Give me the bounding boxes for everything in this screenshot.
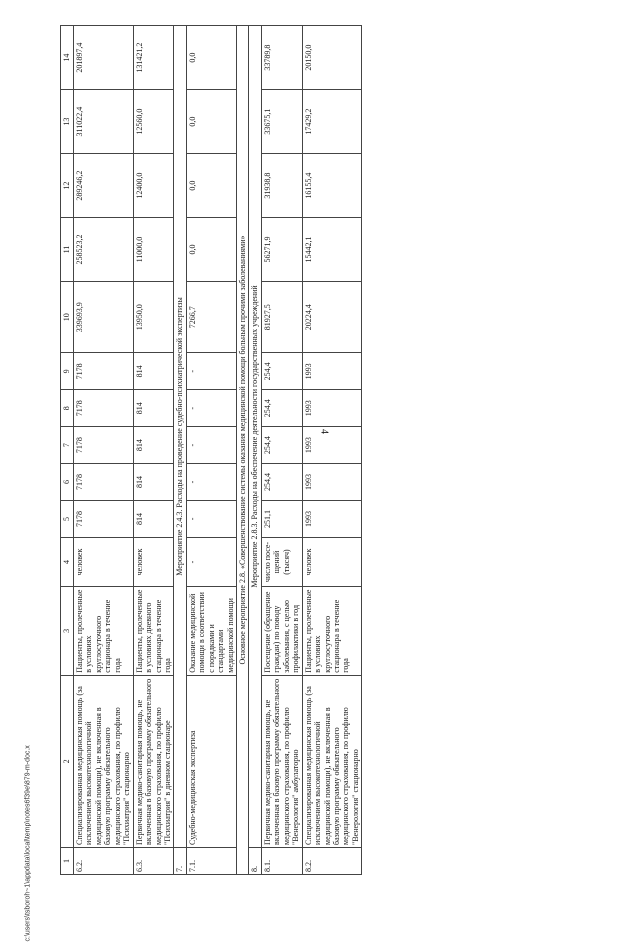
cell-col-12: 16155,4	[302, 154, 362, 218]
table-row	[74, 26, 134, 875]
column-header: 6	[61, 464, 74, 501]
row-indicator: Оказание медицинской помощи в соответствии с порядками и стандартами медицинской помощи	[186, 587, 236, 676]
section-number: 8.	[249, 847, 261, 874]
cell-col-5: 814	[133, 501, 174, 538]
row-number: 6.3.	[133, 847, 174, 874]
column-header: 7	[61, 427, 74, 464]
cell-col-12: 31938,8	[261, 154, 302, 218]
cell-col-14: 20150,0	[302, 26, 362, 90]
table-row	[261, 26, 302, 875]
cell-col-8: -	[186, 390, 236, 427]
footer-file-path: c:\users\tsboroh~1\appdata\local\temp\notes6f39e\879-m-doc.x	[24, 745, 32, 942]
row-number: 8.1.	[261, 847, 302, 874]
column-header: 10	[61, 282, 74, 353]
row-unit: человек	[74, 537, 134, 586]
section-title: Мероприятие 2.4.3. Расходы на проведение судебно-психиатрической экспертизы	[174, 26, 186, 848]
cell-col-8: 814	[133, 390, 174, 427]
cell-col-7: 1993	[302, 427, 362, 464]
rotated-table-container	[60, 25, 395, 875]
cell-col-11: 0,0	[186, 218, 236, 282]
cell-col-10: 7266,7	[186, 282, 236, 353]
cell-col-5: -	[186, 501, 236, 538]
cell-col-9: -	[186, 353, 236, 390]
cell-col-10: 81927,5	[261, 282, 302, 353]
cell-col-6: 7178	[74, 464, 134, 501]
table-banner-row	[237, 26, 249, 875]
column-header: 1	[61, 847, 74, 874]
cell-col-5: 251,1	[261, 501, 302, 538]
cell-col-14: 131421,2	[133, 26, 174, 90]
cell-col-9: 254,4	[261, 353, 302, 390]
cell-col-6: -	[186, 464, 236, 501]
table-row	[133, 26, 174, 875]
section-number: 7.	[174, 847, 186, 874]
table-row	[186, 26, 236, 875]
row-number: 7.1.	[186, 847, 236, 874]
banner-text: Основное мероприятие 2.8. «Совершенствование системы оказания медицинской помощи больным прочими заболеваниями»	[237, 26, 249, 875]
cell-col-13: 0,0	[186, 90, 236, 154]
row-name: Первичная медико-санитарная помощь, не включенная в базовую программу обязательного медицинского страхования, по профилю "Венерология" амбулаторно	[261, 675, 302, 847]
row-number: 8.2.	[302, 847, 362, 874]
cell-col-13: 12560,0	[133, 90, 174, 154]
row-name: Первичная медико-санитарная помощь, не включенная в базовую программу обязательного медицинского страхования, по профилю "Психиатрия" в дневном стационаре	[133, 675, 174, 847]
table-section-row	[174, 26, 186, 875]
cell-col-7: 254,4	[261, 427, 302, 464]
column-header: 12	[61, 154, 74, 218]
cell-col-9: 814	[133, 353, 174, 390]
cell-col-13: 33675,1	[261, 90, 302, 154]
row-name: Специализированная медицинская помощь (за исключением высокотехнологичной медицинской помощи), не включенная в базовую программу обязательного медицинского страхования, по профилю "Венерология" стационарно	[302, 675, 362, 847]
table-section-row	[249, 26, 261, 875]
cell-col-5: 7178	[74, 501, 134, 538]
cell-col-11: 56271,9	[261, 218, 302, 282]
cell-col-10: 20224,4	[302, 282, 362, 353]
cell-col-14: 33789,8	[261, 26, 302, 90]
cell-col-8: 7178	[74, 390, 134, 427]
column-header: 8	[61, 390, 74, 427]
cell-col-11: 11000,0	[133, 218, 174, 282]
row-indicator: Пациенты, пролеченные в условиях круглосуточного стационара в течение года	[302, 587, 362, 676]
column-header: 5	[61, 501, 74, 538]
cell-col-7: -	[186, 427, 236, 464]
table-row	[302, 26, 362, 875]
cell-col-8: 1993	[302, 390, 362, 427]
cell-col-6: 254,4	[261, 464, 302, 501]
column-header: 13	[61, 90, 74, 154]
cell-col-11: 15442,1	[302, 218, 362, 282]
row-name: Специализированная медицинская помощь (за исключением высокотехнологичной медицинской помощи), не включенная в базовую программу обязательного медицинского страхования, по профилю "Психиатрия" стационарно	[74, 675, 134, 847]
table-body	[74, 26, 362, 875]
cell-col-6: 1993	[302, 464, 362, 501]
row-unit: человек	[302, 537, 362, 586]
row-indicator: Пациенты, пролеченные в условиях круглосуточного стационара в течение года	[74, 587, 134, 676]
column-header: 3	[61, 587, 74, 676]
cell-col-12: 12400,0	[133, 154, 174, 218]
row-name: Судебно-медицинская экспертиза	[186, 675, 236, 847]
cell-col-9: 1993	[302, 353, 362, 390]
row-number: 6.2.	[74, 847, 134, 874]
row-indicator: Посещение (обращение граждан) по поводу заболевания, с целью профилактики в год	[261, 587, 302, 676]
cell-col-9: 7178	[74, 353, 134, 390]
cell-col-11: 258523,2	[74, 218, 134, 282]
section-title: Мероприятие 2.8.3. Расходы на обеспечение деятельности государственных учреждений	[249, 26, 261, 848]
cell-col-13: 17429,2	[302, 90, 362, 154]
page-number: 4	[318, 429, 330, 434]
column-header: 14	[61, 26, 74, 90]
row-unit: -	[186, 537, 236, 586]
cell-col-5: 1993	[302, 501, 362, 538]
cell-col-10: 339693,9	[74, 282, 134, 353]
cell-col-13: 311022,4	[74, 90, 134, 154]
cell-col-12: 289246,2	[74, 154, 134, 218]
row-unit: человек	[133, 537, 174, 586]
cell-col-10: 13950,0	[133, 282, 174, 353]
column-header: 2	[61, 675, 74, 847]
cell-col-6: 814	[133, 464, 174, 501]
column-header: 9	[61, 353, 74, 390]
program-table	[60, 25, 362, 875]
cell-col-12: 0,0	[186, 154, 236, 218]
header-row	[61, 26, 74, 875]
cell-col-8: 254,4	[261, 390, 302, 427]
cell-col-7: 7178	[74, 427, 134, 464]
row-unit: число посе-щений (тысяч)	[261, 537, 302, 586]
column-header: 4	[61, 537, 74, 586]
cell-col-14: 0,0	[186, 26, 236, 90]
cell-col-14: 201897,4	[74, 26, 134, 90]
column-header: 11	[61, 218, 74, 282]
cell-col-7: 814	[133, 427, 174, 464]
row-indicator: Пациенты, пролеченные в условиях дневного стационара в течение года	[133, 587, 174, 676]
